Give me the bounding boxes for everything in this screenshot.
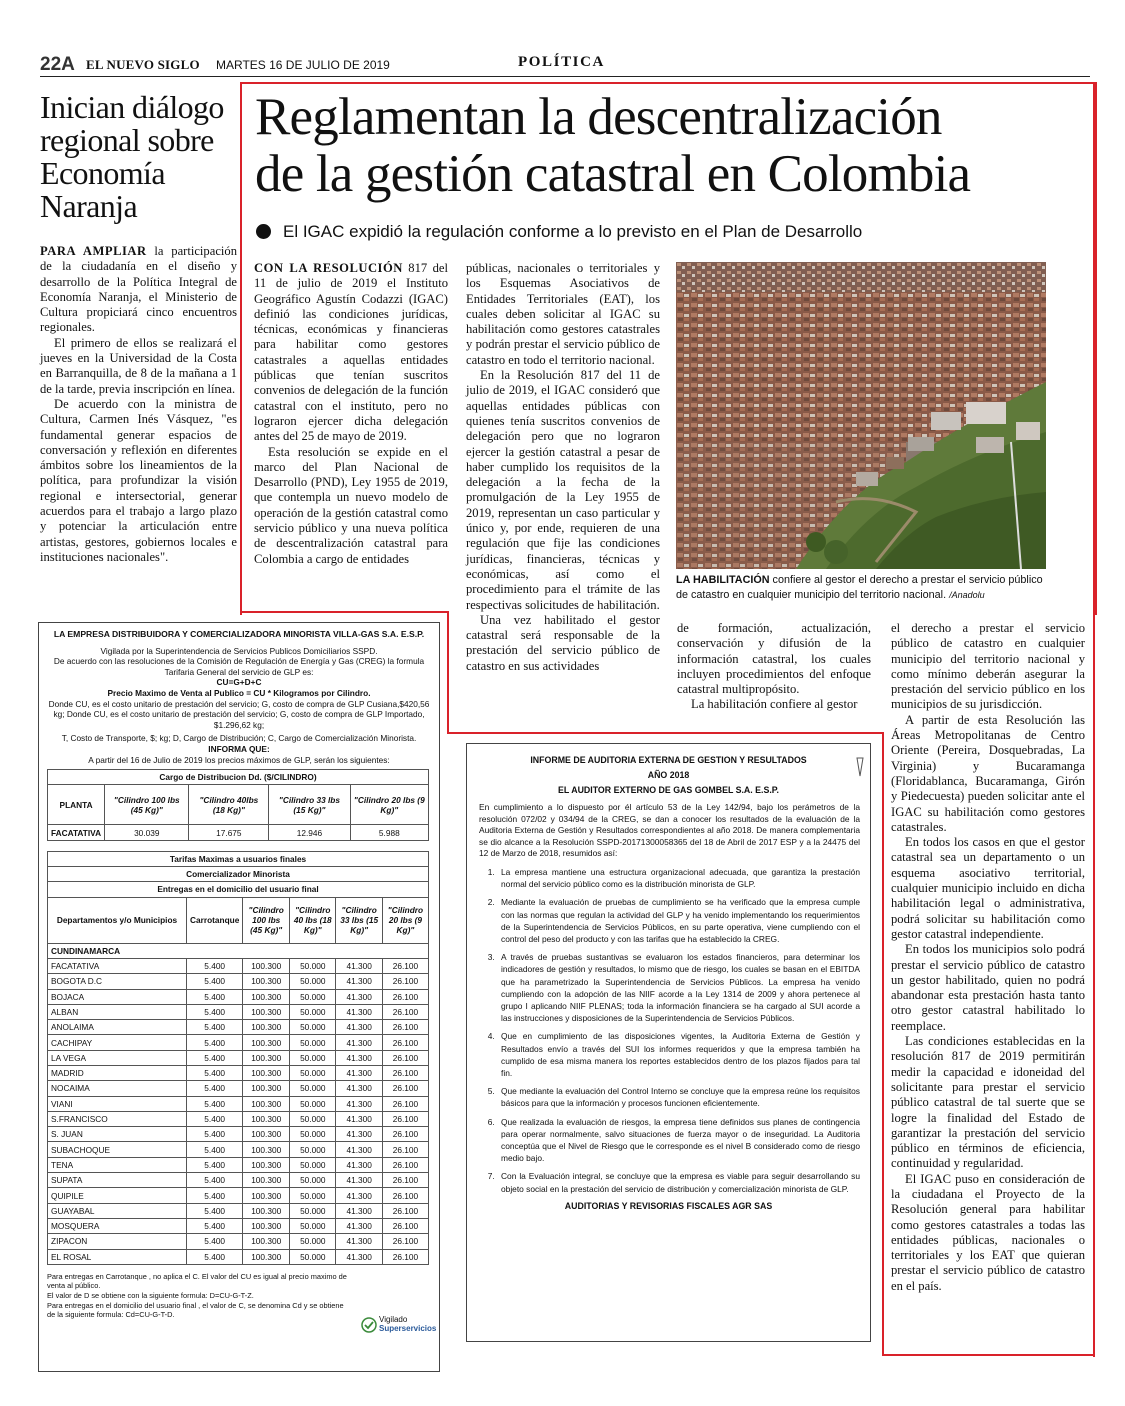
table-cell: 5.400 xyxy=(187,1173,243,1188)
t1-header: "Cilindro 20 lbs (9 Kg)" xyxy=(350,785,428,825)
table-cell: 5.400 xyxy=(187,1004,243,1019)
table-cell: 50.000 xyxy=(290,1111,336,1126)
col4-p5: Las condiciones establecidas en la resolución 817 de 2019 permitirán medir la capacidad e idoneidad del solicitante para prestar el servicio público catastral de tal suerte que se logre la finalidad del Estado de garantizar la prestación del servicio público en términos de eficiencia, continuidad y regularidad. xyxy=(891,1034,1085,1171)
audit-finding-item: 7. Con la Evaluación integral, se concluye que la empresa es viable para seguir desarrollando su objeto social en la prestación del servicio de distribución y comercialización minorista de GLP. xyxy=(497,1170,860,1194)
main-article-column-4 xyxy=(891,621,1085,1294)
table-cell: 26.100 xyxy=(382,1081,428,1096)
t2-header: Carrotanque xyxy=(187,897,243,943)
table-cell: EL ROSAL xyxy=(48,1249,187,1264)
table-cell: 26.100 xyxy=(382,1142,428,1157)
table-cell: 41.300 xyxy=(336,1020,382,1035)
t1-header: "Cilindro 40lbs (18 Kg)" xyxy=(189,785,269,825)
table-cell: TENA xyxy=(48,1157,187,1172)
table-cell: 100.300 xyxy=(243,958,290,973)
table-row xyxy=(48,1050,429,1065)
table-row xyxy=(48,1218,429,1233)
left-article-p3: De acuerdo con la ministra de Cultura, Carmen Inés Vásquez, "es fundamental generar espacios de conversación y reflexión en diferentes ámbitos sobre los lineamientos de la política, para profundizar la visión regional e intersectorial, generar acuerdos para el trabajo a largo plazo y potenciar la articulación entre artistas, gestores, gobiernos locales e instituciones nacionales". xyxy=(40,396,237,564)
t1-cell: FACATATIVA xyxy=(48,825,105,840)
table-cell: 41.300 xyxy=(336,1004,382,1019)
table-cell: 26.100 xyxy=(382,958,428,973)
table-cell: 50.000 xyxy=(290,1234,336,1249)
audit-finding-item: 5. Que mediante la evaluación del Control Interno se concluye que la empresa reúne los requisitos básicos para que la información y procesos funcionen eficientemente. xyxy=(497,1085,860,1109)
table-cell: 50.000 xyxy=(290,1203,336,1218)
page-number: 22A xyxy=(40,54,75,75)
subtitle-text: El IGAC expidió la regulación conforme a lo previsto en el Plan de Desarrollo xyxy=(283,222,863,241)
table-cell: 100.300 xyxy=(243,1203,290,1218)
table-cell: 5.400 xyxy=(187,1111,243,1126)
left-article-p1: la participación de la ciudadanía en el diseño y desarrollo de la Política Integral de Economía Naranja, el Ministerio de Cultura propiciará cinco encuentros regionales. xyxy=(40,244,238,335)
table-cell: 41.300 xyxy=(336,1234,382,1249)
table-cell: MADRID xyxy=(48,1065,187,1080)
t2-header: "Cilindro 20 lbs (9 Kg)" xyxy=(382,897,428,943)
table-cell: 50.000 xyxy=(290,974,336,989)
t1-caption: Cargo de Distribucion Dd. ($/CILINDRO) xyxy=(48,770,429,785)
table-cell: 100.300 xyxy=(243,1111,290,1126)
villagas-line-2: De acuerdo con las resoluciones de la Comisión de Regulación de Energía y Gas (CREG) la formula Tarifaria General del servicio de GLP es: xyxy=(53,656,425,677)
t2-header: Departamentos y/o Municipios xyxy=(48,897,187,943)
table-cell: 100.300 xyxy=(243,1157,290,1172)
table-cell: 41.300 xyxy=(336,958,382,973)
table-cell: 5.400 xyxy=(187,989,243,1004)
table-row xyxy=(48,1142,429,1157)
audit-title-3: EL AUDITOR EXTERNO DE GAS GOMBEL S.A. E.S.P. xyxy=(558,785,779,795)
table-cell: 50.000 xyxy=(290,1157,336,1172)
t1-cell: 5.988 xyxy=(350,825,428,840)
table-cell: 5.400 xyxy=(187,1050,243,1065)
col4-p3: En todos los casos en que el gestor catastral sea un departamento o un esquema asociativo territorial, cualquier municipio incluido en dicha habilitación legal o administrativa, podrá solicitar su habilitación como gestor catastral independiente. xyxy=(891,835,1085,941)
table-cell: 26.100 xyxy=(382,1096,428,1111)
table-cell: 50.000 xyxy=(290,1004,336,1019)
table-cell: MOSQUERA xyxy=(48,1218,187,1233)
table-cell: 41.300 xyxy=(336,1157,382,1172)
t1-header: PLANTA xyxy=(48,785,105,825)
table-row xyxy=(48,1096,429,1111)
table-cell: 100.300 xyxy=(243,1035,290,1050)
table-cell: 26.100 xyxy=(382,1218,428,1233)
table-cell: 50.000 xyxy=(290,958,336,973)
table-cell: SUBACHOQUE xyxy=(48,1142,187,1157)
table-cell: 50.000 xyxy=(290,1127,336,1142)
audit-title-1: INFORME DE AUDITORIA EXTERNA DE GESTION Y RESULTADOS xyxy=(530,755,807,765)
villagas-title: LA EMPRESA DISTRIBUIDORA Y COMERCIALIZADORA MINORISTA VILLA-GAS S.A. E.S.P. xyxy=(53,629,425,639)
audit-title-2: AÑO 2018 xyxy=(647,770,690,780)
table-cell: 41.300 xyxy=(336,1081,382,1096)
table-cell: 41.300 xyxy=(336,974,382,989)
table-cell: 26.100 xyxy=(382,1004,428,1019)
t1-header: "Cilindro 100 lbs (45 Kg)" xyxy=(105,785,189,825)
newspaper-name: EL NUEVO SIGLO xyxy=(86,57,200,72)
table-cell: 50.000 xyxy=(290,1050,336,1065)
table-cell: 100.300 xyxy=(243,1004,290,1019)
table-row xyxy=(48,989,429,1004)
t2-header: "Cilindro 40 lbs (18 Kg)" xyxy=(290,897,336,943)
table-cell: 100.300 xyxy=(243,1065,290,1080)
table-cell: NOCAIMA xyxy=(48,1081,187,1096)
col2-p1: públicas, nacionales o territoriales y los Esquemas Asociativos de Entidades Territoriales (EAT), los cuales deben solicitar al IGAC su habilitación como gestores catastrales y podrán prestar el servicio público de catastro en todo el territorio nacional. xyxy=(466,261,660,367)
col3-p2: La habilitación confiere al gestor xyxy=(691,697,858,712)
audit-finding-item: 1. La empresa mantiene una estructura organizacional adecuada, que garantiza la prestación normal del servicio público como es la distribución minorista de GLP. xyxy=(497,866,860,890)
highlight-outline-bottom-mid xyxy=(447,732,884,734)
table-cell: GUAYABAL xyxy=(48,1203,187,1218)
table-cell: 41.300 xyxy=(336,1142,382,1157)
table-cell: 5.400 xyxy=(187,1249,243,1264)
main-title-line-1: Reglamentan la descentralización xyxy=(255,88,942,146)
table-row xyxy=(48,958,429,973)
villagas-informa: INFORMA QUE: xyxy=(208,743,270,754)
table-cell: 50.000 xyxy=(290,1218,336,1233)
table-cell: S. JUAN xyxy=(48,1127,187,1142)
vigilado-label: Vigilado xyxy=(379,1315,408,1324)
table-row xyxy=(48,1157,429,1172)
table-cell: 41.300 xyxy=(336,1096,382,1111)
highlight-outline-top xyxy=(240,82,1097,615)
table-cell: 100.300 xyxy=(243,974,290,989)
caption-text: confiere al gestor el derecho a prestar el servicio público de catastro en cualquier municipio del territorio nacional. xyxy=(676,574,1043,601)
left-article-body xyxy=(40,244,237,565)
table-cell: 26.100 xyxy=(382,1203,428,1218)
col4-p2: A partir de esta Resolución las Áreas Metropolitanas de Centro Oriente (Pereira, Dosquebradas, La Virginia) y Bucaramanga (Floridablanca, Bucaramanga, Girón y Piedecuesta) pueden solicitar ante el IGAC su habilitación como gestores catastrales. xyxy=(891,712,1085,834)
table-cell: QUIPILE xyxy=(48,1188,187,1203)
t2-body xyxy=(48,958,429,1264)
table-cell: 26.100 xyxy=(382,1234,428,1249)
table-cell: LA VEGA xyxy=(48,1050,187,1065)
audit-findings-list xyxy=(467,866,870,1195)
table-cell: 41.300 xyxy=(336,1127,382,1142)
table-cell: 26.100 xyxy=(382,1127,428,1142)
left-article-lead: PARA AMPLIAR xyxy=(40,244,147,258)
table-cell: 26.100 xyxy=(382,974,428,989)
table-cell: ZIPACON xyxy=(48,1234,187,1249)
villagas-line-3: Precio Maximo de Venta al Publico = CU * Kilogramos por Cilindro. xyxy=(107,687,371,698)
table-row xyxy=(48,1188,429,1203)
table-row xyxy=(48,1234,429,1249)
table-cell: BOGOTA D.C xyxy=(48,974,187,989)
t2-caption-1: Tarifas Maximas a usuarios finales xyxy=(48,851,429,866)
table-cell: SUPATA xyxy=(48,1173,187,1188)
villagas-tariff-notice xyxy=(38,622,440,1372)
table-cell: 50.000 xyxy=(290,1249,336,1264)
table-row xyxy=(48,1127,429,1142)
t1-header: "Cilindro 33 lbs (15 Kg)" xyxy=(269,785,350,825)
audit-footer: AUDITORIAS Y REVISORIAS FISCALES AGR SAS xyxy=(564,1200,773,1211)
table-cell: 100.300 xyxy=(243,1249,290,1264)
table-row xyxy=(48,1035,429,1050)
distribution-charge-table xyxy=(47,769,429,841)
table-cell: 100.300 xyxy=(243,1020,290,1035)
t2-caption-2: Comercializador Minorista xyxy=(48,867,429,882)
table-cell: 100.300 xyxy=(243,1081,290,1096)
table-cell: 5.400 xyxy=(187,958,243,973)
t1-cell: 17.675 xyxy=(189,825,269,840)
issue-date: MARTES 16 DE JULIO DE 2019 xyxy=(216,58,390,72)
table-cell: 5.400 xyxy=(187,1142,243,1157)
table-cell: 100.300 xyxy=(243,1188,290,1203)
highlight-outline-step xyxy=(240,611,449,613)
table-cell: 50.000 xyxy=(290,1142,336,1157)
villagas-line-6: A partir del 16 de Julio de 2019 los precios máximos de GLP, serán los siguientes: xyxy=(88,754,390,765)
table-row xyxy=(48,1065,429,1080)
table-cell: 26.100 xyxy=(382,1157,428,1172)
villagas-footnote-2: El valor de D se obtiene con la siguiente formula: D=CU-G-T-Z. xyxy=(47,1291,254,1301)
col4-p4: En todos los municipios solo podrá prestar el servicio público de catastro un gestor habilitado, quien no podrá abandonar esta prestación hasta tanto otro gestor catastral habilitado lo reemplace. xyxy=(891,942,1085,1033)
superservicios-label: Superservicios xyxy=(379,1324,437,1333)
table-cell: 41.300 xyxy=(336,1203,382,1218)
superservicios-check-icon xyxy=(361,1317,377,1333)
table-cell: 100.300 xyxy=(243,989,290,1004)
t1-cell: 30.039 xyxy=(105,825,189,840)
left-article-title: Inician diálogo regional sobre Economía Naranja xyxy=(40,89,224,224)
table-cell: 5.400 xyxy=(187,1188,243,1203)
villagas-footnote-3: Para entregas en el domicilio del usuario final , el valor de C, se denomina Cd y se obtiene de la siguiente formula: Cd=CU-G-T-D. xyxy=(47,1300,344,1320)
table-cell: 26.100 xyxy=(382,1111,428,1126)
table-cell: 5.400 xyxy=(187,974,243,989)
t2-header: "Cilindro 100 lbs (45 Kg)" xyxy=(243,897,290,943)
table-cell: 26.100 xyxy=(382,1065,428,1080)
photo-credit: /Anadolu xyxy=(949,589,985,600)
audit-finding-item: 3. A través de pruebas sustantivas se evaluaron los estados financieros, para determinar los indicadores de gestión y resultados, lo mismo que de riesgo, los cuales se basan en el EBITDA que ha parametrizado la Superintendencia de Servicios Públicos. La empresa ha venido cumpliendo con la adopción de las NIIF acorde a la Ley 1314 de 2009 y ahora pertenece al grupo I aplicando NIIF PLENAS; toda la información financiera se ha cargado al SUI acorde a las instrucciones y disposiciones de la Superintendencia de Servicios Públicos. xyxy=(497,951,860,1024)
col1-p1: 817 del 11 de julio de 2019 el Instituto Geográfico Agustín Codazzi (IGAC) definió las condiciones jurídicas, técnicas, económicas y financieras para habilitar como gestores catastrales a aquellas entidades públicas que tenían suscritos convenios de delegación de la función catastral con el instituto, pero no lograron ejercer dicha delegación antes del 25 de mayo de 2019. xyxy=(254,261,448,444)
table-cell: 26.100 xyxy=(382,1173,428,1188)
main-article-lead: CON LA RESOLUCIÓN xyxy=(254,261,403,275)
table-cell: ALBAN xyxy=(48,1004,187,1019)
table-cell: 26.100 xyxy=(382,1249,428,1264)
table-row xyxy=(48,1249,429,1264)
table-cell: 50.000 xyxy=(290,1188,336,1203)
table-cell: 5.400 xyxy=(187,1157,243,1172)
t2-department: CUNDINAMARCA xyxy=(48,943,429,958)
audit-finding-item: 6. Que realizada la evaluación de riesgos, la empresa tiene definidos sus planes de contingencia para operar normalmente, salvo situaciones de fuerza mayor o de inseguridad. La Auditoria conceptúa que el Nivel de Riesgo que le corresponde es el nivel B considerado como de riesgo medio bajo. xyxy=(497,1116,860,1165)
table-cell: 5.400 xyxy=(187,1065,243,1080)
col2-p3: Una vez habilitado el gestor catastral será responsable de la prestación del servicio público de catastro en sus actividades xyxy=(466,612,660,673)
table-cell: 5.400 xyxy=(187,1081,243,1096)
table-cell: 41.300 xyxy=(336,1218,382,1233)
table-cell: 5.400 xyxy=(187,1203,243,1218)
section-title: POLÍTICA xyxy=(518,54,605,70)
table-cell: 41.300 xyxy=(336,1065,382,1080)
col1-p2: Esta resolución se expide en el marco del Plan Nacional de Desarrollo (PND), Ley 1955 de 2019, que contempla un nuevo modelo de operación de la gestión catastral como servicio público y una nueva política de descentralización catastral para Colombia a cargo de entidades xyxy=(254,444,448,566)
table-row xyxy=(48,974,429,989)
highlight-outline-bottom xyxy=(882,1354,1095,1356)
t2-header: "Cilindro 33 lbs (15 Kg)" xyxy=(336,897,382,943)
audit-finding-item: 2. Mediante la evaluación de pruebas de cumplimiento se ha verificado que la empresa cumple con las normas que regulan la actividad del GLP y ha venido implementando los requerimientos de la Superintendencia de Servicios Públicos, en su parte operativa, viene cumpliendo con el control del peso del producto y con las tarifas que ha establecido la CREG. xyxy=(497,896,860,945)
table-cell: 100.300 xyxy=(243,1096,290,1111)
t1-cell: 12.946 xyxy=(269,825,350,840)
table-cell: 50.000 xyxy=(290,1173,336,1188)
highlight-outline-left xyxy=(447,611,449,734)
audit-finding-item: 4. Que en cumplimiento de las disposiciones vigentes, la Auditoria Externa de Gestión y Resultados envío a través del SUI los informes requeridos y que la empresa también ha cumplido de esa misma manera los reportes establecidos dentro de los plazos fijados para tal fin. xyxy=(497,1030,860,1079)
table-cell: 100.300 xyxy=(243,1127,290,1142)
highlight-outline-right xyxy=(1093,82,1095,1357)
table-cell: 100.300 xyxy=(243,1234,290,1249)
villagas-line-1: Vigilada por la Superintendencia de Servicios Publicos Domiciliarios SSPD. xyxy=(100,645,378,656)
table-cell: 100.300 xyxy=(243,1142,290,1157)
table-cell: 41.300 xyxy=(336,1111,382,1126)
table-cell: 100.300 xyxy=(243,1218,290,1233)
table-cell: 41.300 xyxy=(336,989,382,1004)
table-cell: 50.000 xyxy=(290,989,336,1004)
table-cell: ANOLAIMA xyxy=(48,1020,187,1035)
table-cell: S.FRANCISCO xyxy=(48,1111,187,1126)
table-cell: 5.400 xyxy=(187,1218,243,1233)
table-cell: 5.400 xyxy=(187,1127,243,1142)
table-cell: VIANI xyxy=(48,1096,187,1111)
table-cell: 5.400 xyxy=(187,1020,243,1035)
table-cell: FACATATIVA xyxy=(48,958,187,973)
table-cell: 26.100 xyxy=(382,1035,428,1050)
table-cell: 41.300 xyxy=(336,1173,382,1188)
table-cell: 26.100 xyxy=(382,1050,428,1065)
emblem-icon xyxy=(855,756,865,778)
audit-report-notice xyxy=(466,743,871,1342)
highlight-outline-inner-left xyxy=(882,732,884,1356)
main-article-column-3 xyxy=(677,621,871,713)
table-cell: 5.400 xyxy=(187,1035,243,1050)
col3-p1: de formación, actualización, conservación y difusión de la información catastral, los cuales incluyen procedimientos del enfoque catastral multipropósito. xyxy=(677,621,871,697)
villagas-footnote-1: Para entregas en Carrotanque , no aplica el C. El valor del CU es igual al precio maximo de venta al público. xyxy=(47,1271,347,1291)
table-row xyxy=(48,1173,429,1188)
table-cell: 26.100 xyxy=(382,1188,428,1203)
table-cell: 100.300 xyxy=(243,1050,290,1065)
villagas-formula: CU=G+D+C xyxy=(216,677,262,688)
villagas-line-4: Donde CU, es el costo unitario de prestación del servicio; G, costo de compra de GLP Cusiana,$420,56 kg; Donde CU, es el costo unitario de prestación del servicio; G, costo de compra de GLP Importado, $1.296,62 kg; xyxy=(48,698,430,730)
table-cell: 50.000 xyxy=(290,1035,336,1050)
col4-p1: el derecho a prestar el servicio público de catastro en cualquier municipio del territorio nacional y como mínimo deberán asegurar la prestación del servicio público en los municipios de su jurisdicción. xyxy=(891,621,1085,712)
table-cell: 50.000 xyxy=(290,1020,336,1035)
table-row xyxy=(48,1004,429,1019)
table-cell: 50.000 xyxy=(290,1081,336,1096)
table-cell: CACHIPAY xyxy=(48,1035,187,1050)
table-cell: 41.300 xyxy=(336,1050,382,1065)
table-row xyxy=(48,1081,429,1096)
table-cell: 41.300 xyxy=(336,1035,382,1050)
t2-caption-3: Entregas en el domicilio del usuario final xyxy=(48,882,429,897)
max-tariff-table xyxy=(47,851,429,1265)
table-row xyxy=(48,1203,429,1218)
audit-intro: En cumplimiento a lo dispuesto por él artículo 53 de la Ley 142/94, bajo los perámetros de la resolución 072/02 y 034/94 de la CREG, se dan a conocer los resultados de la evaluación de la Auditoria Externa de Gestión y Resultados correspondientes al año 2018. De manera complementaria se dio alcance a la Resolución SSPD-20171300058365 del 18 de Abril de 2017 ESP y a la 24475 del 12 de Marzo de 2018, resumidos así: xyxy=(479,802,860,859)
col4-p6: El IGAC puso en consideración de la ciudadana el Proyecto de la Resolución general para habilitar como gestores catastrales a todas las entidades públicas, nacionales o territoriales y los EAT que quieran prestar el servicio público de catastro en el país. xyxy=(891,1171,1085,1293)
table-cell: 50.000 xyxy=(290,1096,336,1111)
table-cell: 5.400 xyxy=(187,1096,243,1111)
table-row xyxy=(48,1111,429,1126)
table-cell: BOJACA xyxy=(48,989,187,1004)
table-cell: 26.100 xyxy=(382,989,428,1004)
table-cell: 41.300 xyxy=(336,1249,382,1264)
table-cell: 5.400 xyxy=(187,1234,243,1249)
table-cell: 26.100 xyxy=(382,1020,428,1035)
caption-lead: LA HABILITACIÓN xyxy=(676,574,770,586)
table-cell: 100.300 xyxy=(243,1173,290,1188)
col2-p2: En la Resolución 817 del 11 de julio de 2019, el IGAC consideró que aquellas entidades públicas con quienes tenía suscritos convenios de delegación pero que no lograron ejercer la gestión catastral a pesar de haber cumplido los requisitos de la delegación a la fecha de la promulgación de la Ley 1955 de 2019, representan un caso particular y único y, por ende, requieren de una regulación que fije las condiciones jurídicas, financieras, técnicas y económicas, así como el procedimiento para el trámite de las respectivas solicitudes de habilitación. xyxy=(466,368,660,612)
table-row xyxy=(48,1020,429,1035)
left-article-p2: El primero de ellos se realizará el jueves en la Universidad de la Costa en Barranquilla, de 8 de la mañana a 1 de la tarde, previa inscripción en línea. xyxy=(40,335,237,396)
masthead xyxy=(40,54,1090,77)
table-cell: 41.300 xyxy=(336,1188,382,1203)
main-title-line-2: de la gestión catastral en Colombia xyxy=(255,145,971,203)
villagas-line-5: T, Costo de Transporte, $; kg; D, Cargo de Distribución; C, Cargo de Comercialización Minorista. xyxy=(61,733,417,744)
table-cell: 50.000 xyxy=(290,1065,336,1080)
